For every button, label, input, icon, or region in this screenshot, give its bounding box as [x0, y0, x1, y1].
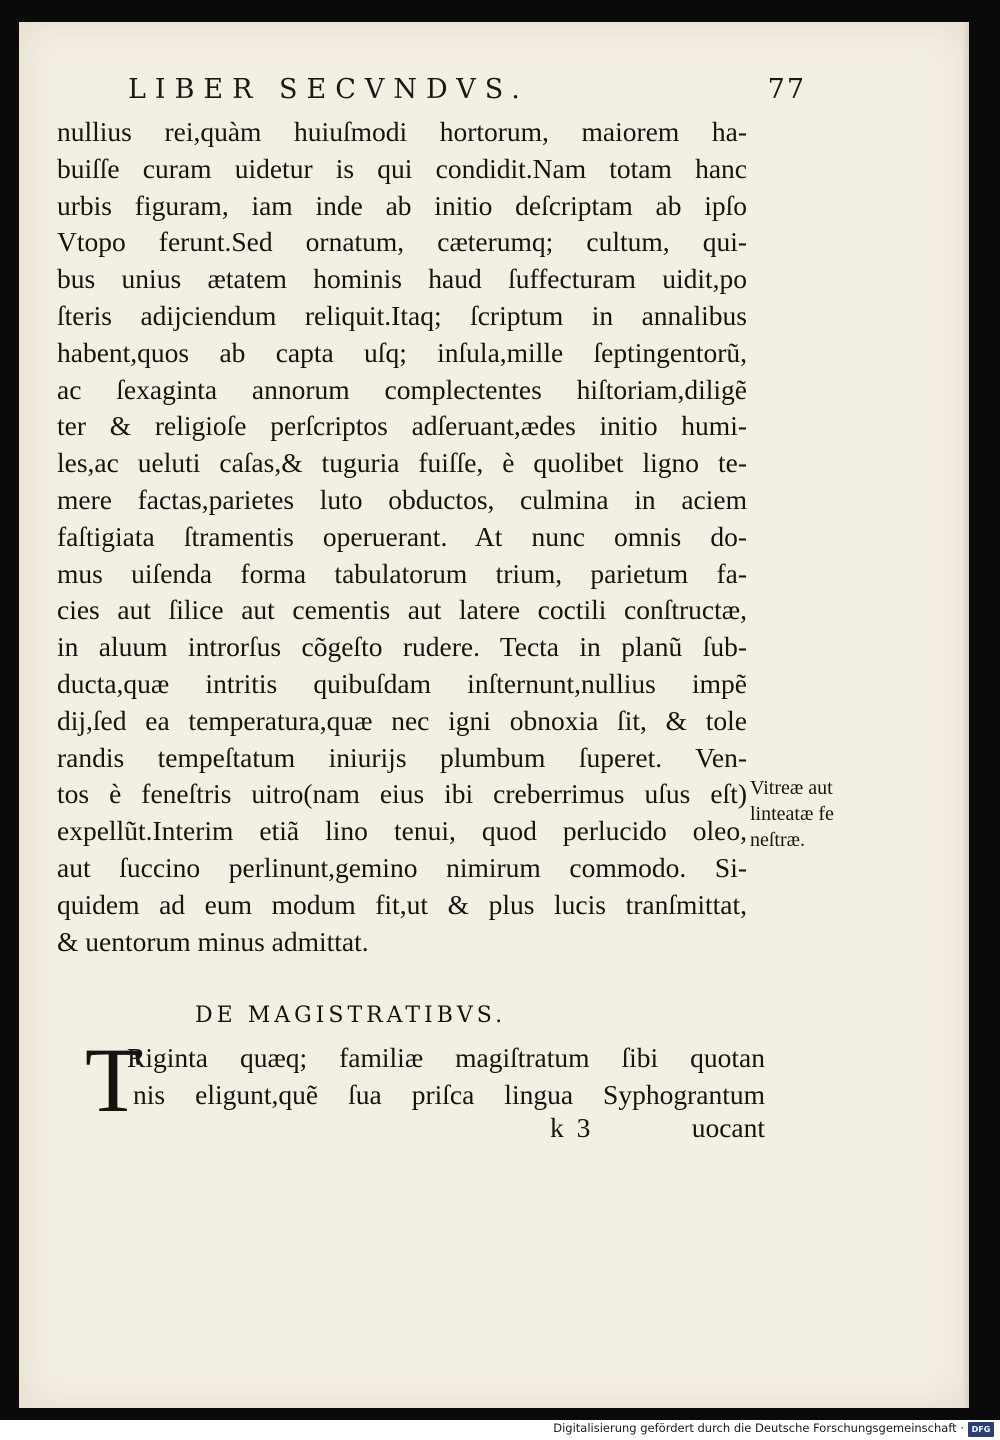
running-head — [128, 74, 808, 114]
digitization-credit: Digitalisierung gefördert durch die Deutsche Forschungsgemeinschaft · — [553, 1421, 964, 1435]
text-line: buiſſe curam uidetur is qui condidit.Nam totam hanc — [57, 152, 747, 184]
text-line: aut ſuccino perlinunt,gemino nimirum commodo. Si- — [57, 851, 747, 883]
text-line: faſtigiata ſtramentis operuerant. At nunc omnis do- — [57, 520, 747, 552]
dfg-logo-icon: DFG — [968, 1422, 994, 1437]
drop-cap: T — [85, 1029, 142, 1131]
text-line: & uentorum minus admittat. — [57, 925, 369, 957]
text-line: nis eligunt,quẽ ſua priſca lingua Syphograntum — [133, 1079, 765, 1110]
text-line: ſteris adijciendum reliquit.Itaq; ſcriptum in annalibus — [57, 299, 747, 331]
marginal-note-line: Vitreæ aut — [750, 777, 833, 799]
text-line: quidem ad eum modum fit,ut & plus lucis tranſmittat, — [57, 888, 747, 920]
signature-mark: k 3 — [550, 1112, 594, 1143]
catchword: uocant — [691, 1112, 765, 1143]
text-line: randis tempeſtatum iniurijs plumbum ſuperet. Ven- — [57, 741, 747, 773]
text-line: Riginta quæq; familiæ magiſtratum ſibi quotan — [127, 1042, 765, 1073]
text-line: mus uiſenda forma tabulatorum trium, parietum fa- — [57, 557, 747, 589]
text-line: urbis figuram, iam inde ab initio deſcriptam ab ipſo — [57, 189, 747, 221]
text-line: mere factas,parietes luto obductos, culmina in aciem — [57, 483, 747, 515]
body-text — [57, 114, 747, 960]
text-line: ac ſexaginta annorum complectentes hiſtoriam,diligẽ — [57, 373, 747, 405]
folio-number: 77 — [767, 74, 806, 105]
text-line: les,ac ueluti caſas,& tuguria fuiſſe, è quolibet ligno te- — [57, 447, 747, 479]
text-line: ter & religioſe perſcriptos adſeruant,ædes initio humi- — [57, 410, 747, 442]
text-line: expellũt.Interim etiã lino tenui, quod perlucido oleo, — [57, 815, 747, 847]
text-line: tos è feneſtris uitro(nam eius ibi creberrimus uſus eſt) — [57, 778, 747, 810]
text-line: Vtopo ferunt.Sed ornatum, cæterumq; cultum, qui- — [57, 226, 747, 258]
text-line: in aluum introrſus cõgeſto rudere. Tecta in planũ ſub- — [57, 631, 747, 663]
page-foot — [540, 1112, 765, 1149]
text-line: cies aut ſilice aut cementis aut latere coctili conſtructæ, — [57, 594, 747, 626]
text-line: ducta,quæ intritis quibuſdam inſternunt,nullius impẽ — [57, 667, 747, 699]
text-line: bus unius ætatem hominis haud ſuffecturam uidit,po — [57, 263, 747, 295]
marginal-note-line: linteatæ fe — [750, 803, 834, 825]
text-line: nullius rei,quàm huiuſmodi hortorum, maiorem ha- — [57, 116, 747, 147]
text-line: habent,quos ab capta uſq; inſula,mille ſeptingentorũ, — [57, 336, 747, 368]
text-line: dij,ſed ea temperatura,quæ nec igni obnoxia ſit, & tole — [57, 704, 747, 736]
marginal-note-line: neſtræ. — [750, 829, 805, 851]
section-heading: DE MAGISTRATIBVS. — [195, 1003, 507, 1028]
running-title: LIBER SECVNDVS. — [128, 74, 529, 105]
marginal-note — [750, 775, 910, 853]
page-edge — [963, 22, 969, 1408]
